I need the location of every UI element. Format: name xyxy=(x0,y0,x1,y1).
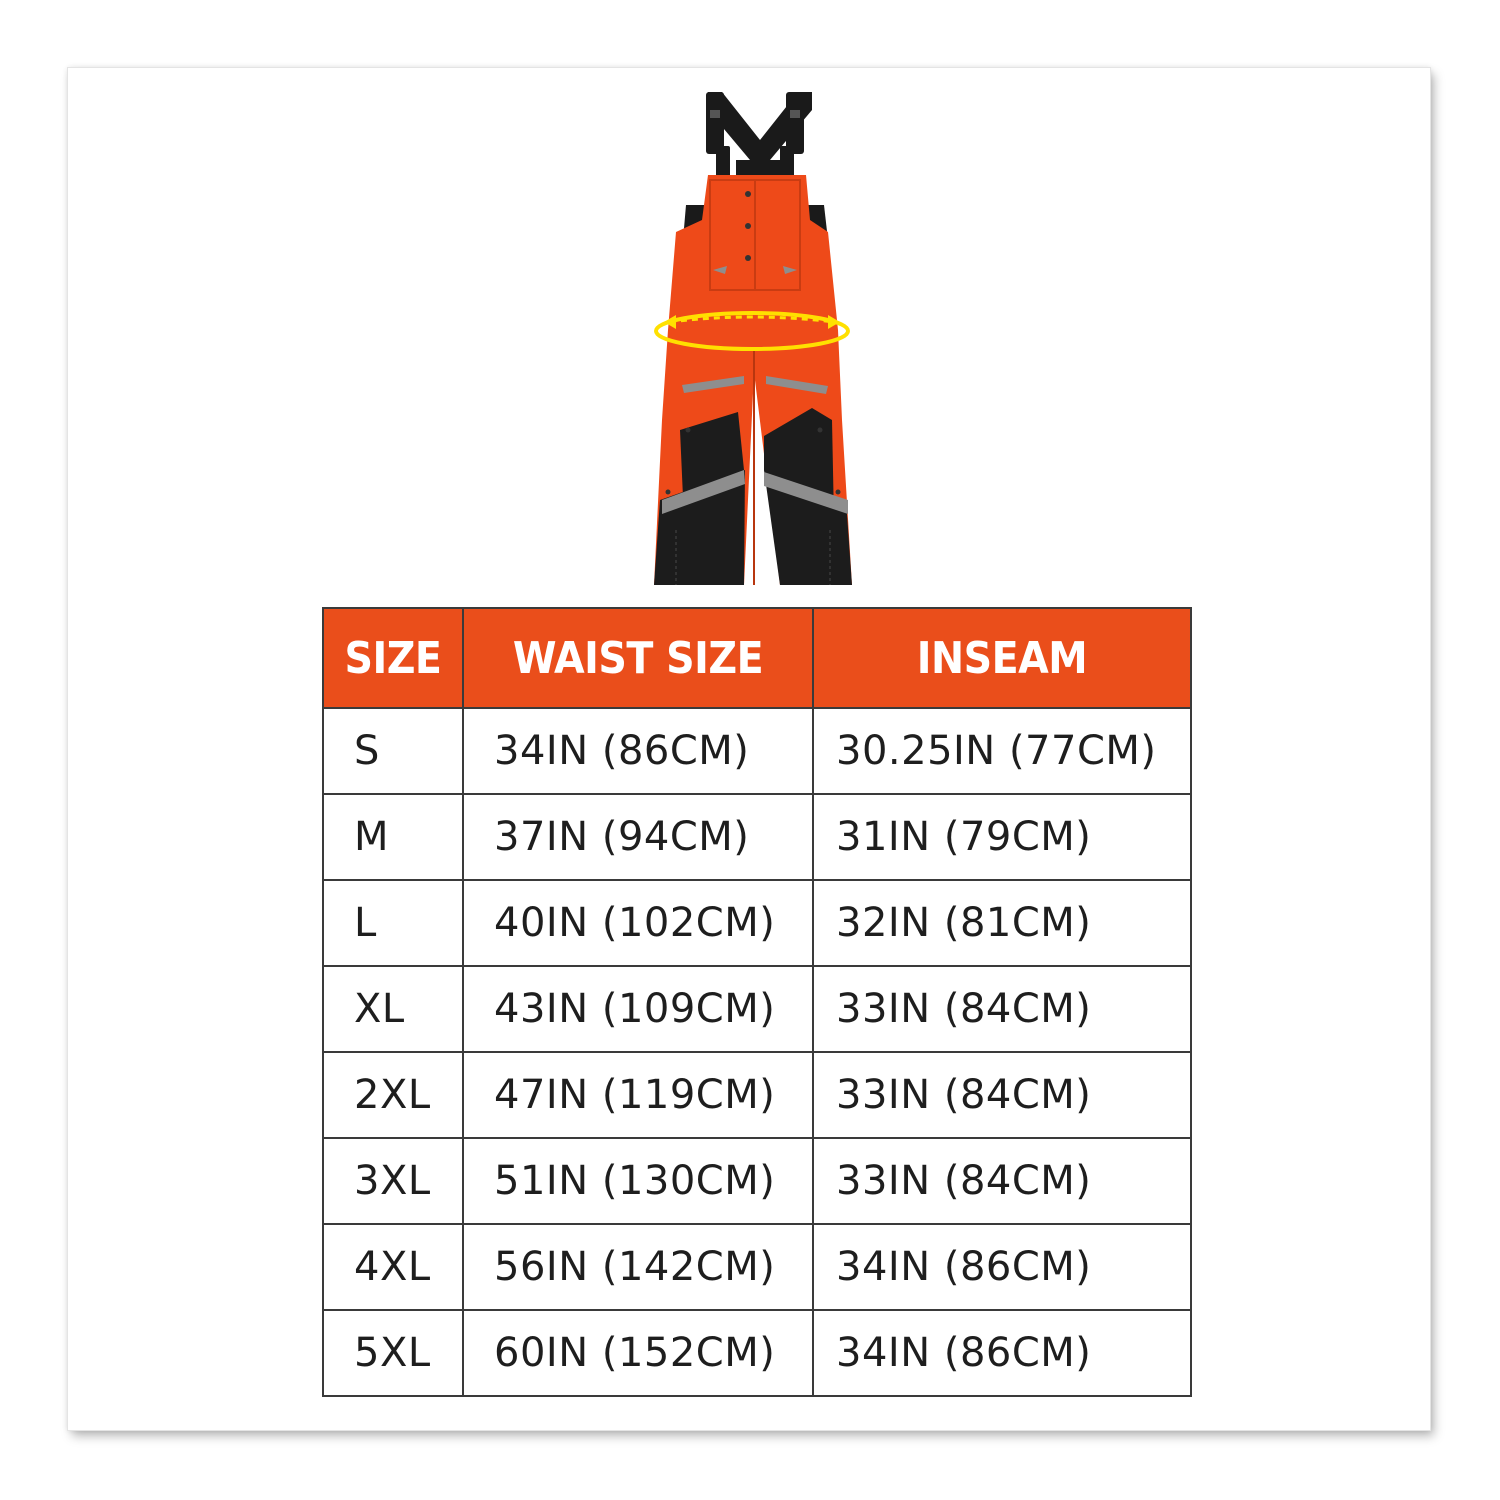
size-cell: 4XL xyxy=(323,1224,463,1310)
size-cell: L xyxy=(323,880,463,966)
size-cell: M xyxy=(323,794,463,880)
inseam-cell: 32IN (81CM) xyxy=(813,880,1191,966)
table-row xyxy=(323,1052,1191,1138)
size-cell: 3XL xyxy=(323,1138,463,1224)
inseam-cell: 30.25IN (77CM) xyxy=(813,708,1191,794)
waist-cell: 56IN (142CM) xyxy=(463,1224,813,1310)
waist-cell: 40IN (102CM) xyxy=(463,880,813,966)
table-header-row xyxy=(323,608,1191,708)
waist-cell: 37IN (94CM) xyxy=(463,794,813,880)
table-row xyxy=(323,1224,1191,1310)
table-row xyxy=(323,708,1191,794)
size-cell: 2XL xyxy=(323,1052,463,1138)
inseam-cell: 31IN (79CM) xyxy=(813,794,1191,880)
size-cell: S xyxy=(323,708,463,794)
table-row xyxy=(323,880,1191,966)
table-row xyxy=(323,966,1191,1052)
bib-overalls-illustration xyxy=(640,86,870,591)
size-cell: 5XL xyxy=(323,1310,463,1396)
waist-cell: 47IN (119CM) xyxy=(463,1052,813,1138)
waist-cell: 51IN (130CM) xyxy=(463,1138,813,1224)
waist-cell: 60IN (152CM) xyxy=(463,1310,813,1396)
inseam-cell: 33IN (84CM) xyxy=(813,1052,1191,1138)
inseam-cell: 33IN (84CM) xyxy=(813,966,1191,1052)
size-cell: XL xyxy=(323,966,463,1052)
header-size: SIZE xyxy=(323,608,463,708)
waist-cell: 34IN (86CM) xyxy=(463,708,813,794)
table-row xyxy=(323,794,1191,880)
waist-cell: 43IN (109CM) xyxy=(463,966,813,1052)
size-chart-table xyxy=(322,607,1192,1397)
inseam-cell: 34IN (86CM) xyxy=(813,1310,1191,1396)
inseam-cell: 34IN (86CM) xyxy=(813,1224,1191,1310)
header-waist-size: WAIST SIZE xyxy=(463,608,813,708)
inseam-cell: 33IN (84CM) xyxy=(813,1138,1191,1224)
table-row xyxy=(323,1310,1191,1396)
table-row xyxy=(323,1138,1191,1224)
suspenders xyxy=(706,92,812,182)
header-inseam: INSEAM xyxy=(813,608,1191,708)
